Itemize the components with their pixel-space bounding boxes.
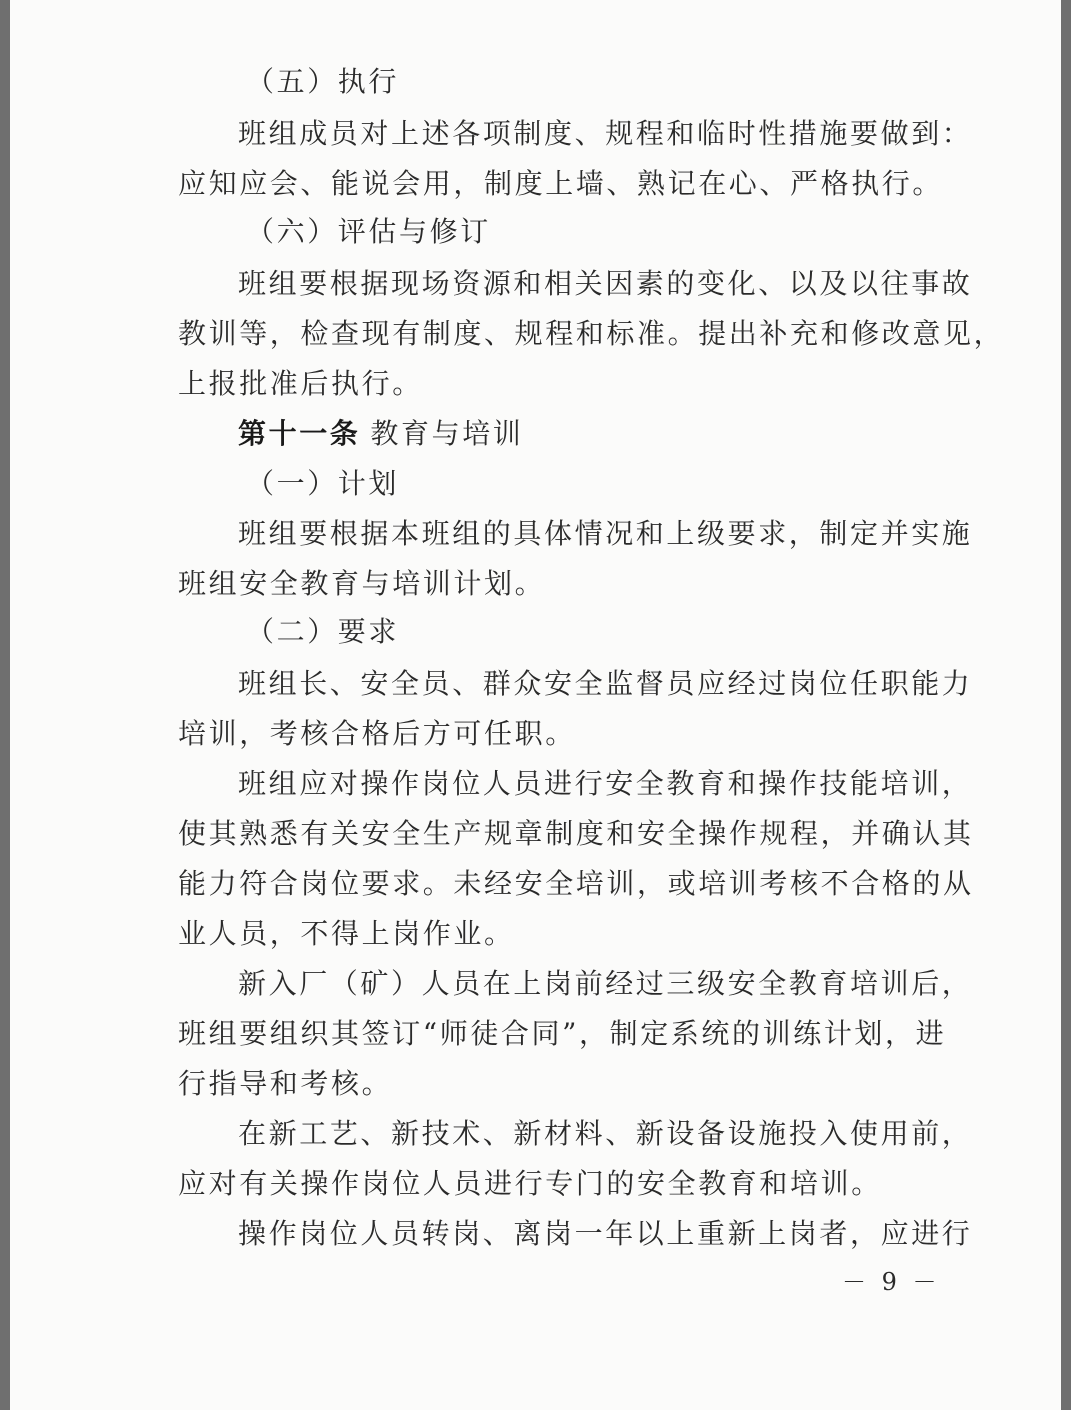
paragraph-line: 新入厂（矿）人员在上岗前经过三级安全教育培训后， <box>238 967 973 1000</box>
section-heading-plan: （一）计划 <box>246 467 400 500</box>
paragraph-line: 应对有关操作岗位人员进行专门的安全教育和培训。 <box>178 1167 882 1200</box>
paragraph-line: 上报批准后执行。 <box>178 367 423 400</box>
page-number: － 9 － <box>842 1268 941 1296</box>
paragraph-line: 班组要根据现场资源和相关因素的变化、以及以往事故 <box>238 267 973 300</box>
paragraph-line: 能力符合岗位要求。未经安全培训，或培训考核不合格的从 <box>178 867 974 900</box>
paragraph-line: 教训等，检查现有制度、规程和标准。提出补充和修改意见， <box>178 317 1005 350</box>
paragraph-line: 培训，考核合格后方可任职。 <box>178 717 576 750</box>
paragraph-line: 操作岗位人员转岗、离岗一年以上重新上岗者，应进行 <box>238 1217 973 1250</box>
section-heading-requirements: （二）要求 <box>246 615 400 648</box>
paragraph-line: 班组应对操作岗位人员进行安全教育和操作技能培训， <box>238 767 973 800</box>
paragraph-line: 班组要组织其签订“师徒合同”，制定系统的训练计划，进 <box>178 1017 947 1050</box>
paragraph-line: 使其熟悉有关安全生产规章制度和安全操作规程，并确认其 <box>178 817 974 850</box>
article-number: 第十一条 <box>238 417 361 450</box>
paragraph-line: 班组安全教育与培训计划。 <box>178 567 546 600</box>
paragraph-line: 应知应会、能说会用，制度上墙、熟记在心、严格执行。 <box>178 167 944 200</box>
article-title: 教育与培训 <box>370 417 524 450</box>
article-heading <box>238 414 523 454</box>
paragraph-line: 在新工艺、新技术、新材料、新设备设施投入使用前， <box>238 1117 973 1150</box>
section-heading-evaluation: （六）评估与修订 <box>246 215 491 248</box>
section-heading-execution: （五）执行 <box>246 65 400 98</box>
paragraph-line: 行指导和考核。 <box>178 1067 393 1100</box>
paragraph-line: 班组要根据本班组的具体情况和上级要求，制定并实施 <box>238 517 973 550</box>
paragraph-line: 业人员，不得上岗作业。 <box>178 917 515 950</box>
paragraph-line: 班组长、安全员、群众安全监督员应经过岗位任职能力 <box>238 667 973 700</box>
paragraph-line: 班组成员对上述各项制度、规程和临时性措施要做到： <box>238 117 973 150</box>
document-page <box>10 0 1061 1410</box>
